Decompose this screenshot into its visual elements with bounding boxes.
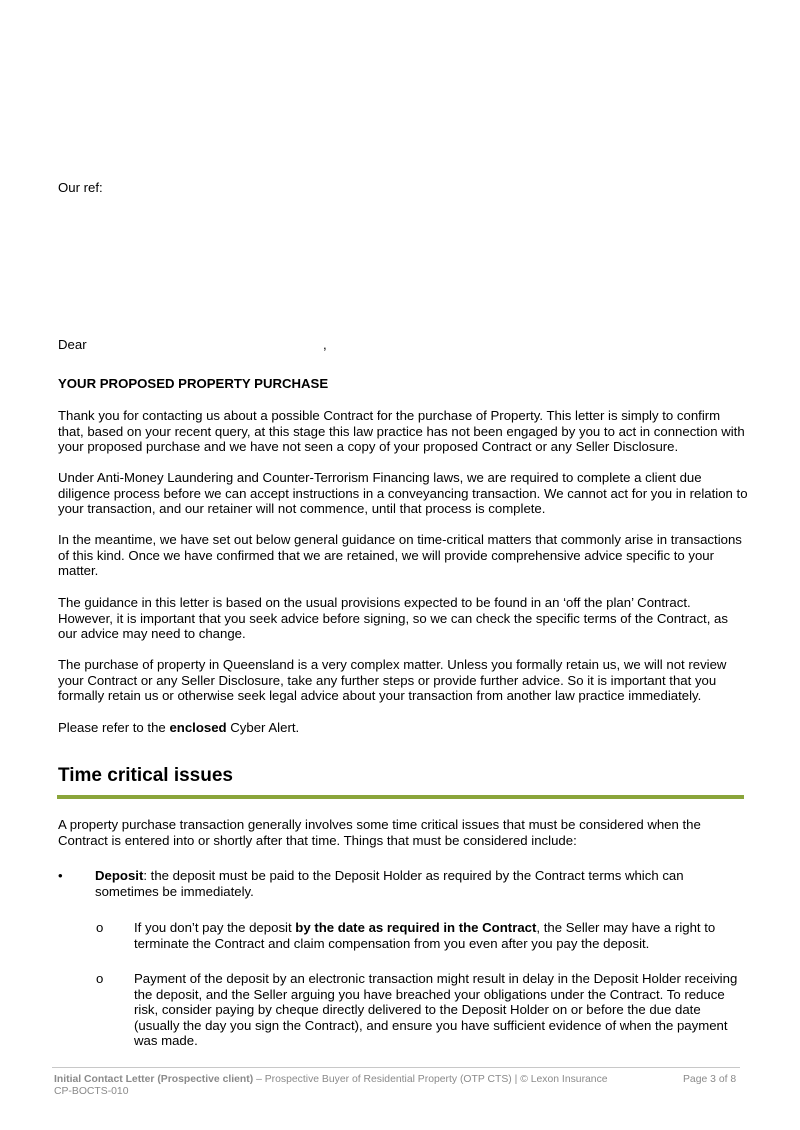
deposit-text: : the deposit must be paid to the Deposit Holder as required by the Contract terms which can sometimes be immediately. (95, 868, 684, 899)
paragraph-engagement: Thank you for contacting us about a possible Contract for the purchase of Property. This letter is simply to confirm that, based on your recent query, at this stage this law practice has not been engaged by you to act in connection with your proposed purchase and we have not seen a copy of your proposed Contract or any Seller Disclosure. (58, 408, 745, 455)
sub1-emphasis: by the date as required in the Contract (295, 920, 537, 935)
cyber-alert-text-start: Please refer to the (58, 720, 170, 735)
letter-subject: YOUR PROPOSED PROPERTY PURCHASE (58, 376, 329, 391)
sub-bullet-marker: o (96, 971, 104, 986)
paragraph-off-the-plan: The guidance in this letter is based on the usual provisions expected to be found in an ‘off the plan’ Contract. However, it is important that you seek advice before signing, so we can check the specific terms of the Contract, as our advice may need to change. (58, 595, 728, 642)
paragraph-queensland: The purchase of property in Queensland is a very complex matter. Unless you formally retain us, we will not review your Contract or any Seller Disclosure, take any further steps or provide further advice. So it is important that you formally retain us or otherwise seek legal advice about your transaction from another law practice immediately. (58, 657, 727, 704)
deposit-label: Deposit (95, 868, 144, 883)
paragraph-guidance: In the meantime, we have set out below general guidance on time-critical matters that commonly arise in transactions of this kind. Once we have confirmed that we are retained, we will provide comprehensive advice specific to your matter. (58, 532, 742, 579)
sub1-text-start: If you don’t pay the deposit (134, 920, 296, 935)
salutation-comma: , (323, 337, 327, 352)
document-code: CP-BOCTS-010 (54, 1086, 129, 1097)
sub1-text-end: , the Seller may have a right to terminate the Contract and claim compensation from you even after you pay the deposit. (134, 920, 716, 951)
page-number: Page 3 of 8 (683, 1074, 737, 1085)
footer-title-rest: – Prospective Buyer of Residential Property (OTP CTS) | © Lexon Insurance (253, 1074, 608, 1085)
section-heading: Time critical issues (58, 765, 233, 786)
paragraph-cyber-alert (58, 720, 748, 736)
footer-title-bold: Initial Contact Letter (Prospective client) (54, 1074, 254, 1085)
footer-divider (52, 1067, 740, 1068)
section-intro: A property purchase transaction generally involves some time critical issues that must be considered when the Contract is entered into or shortly after that time. Things that must be considered include: (58, 817, 701, 848)
deposit-sub-item-electronic: Payment of the deposit by an electronic transaction might result in delay in the Deposit Holder receiving the deposit, and the Seller arguing you have breached your obligations under the Contract. To reduce risk, consider paying by cheque directly delivered to the Deposit Holder on or before the due date (usually the day you sign the Contract), and ensure you have sufficient evidence of when the payment was made. (134, 971, 738, 1049)
footer-title (54, 1074, 608, 1087)
heading-divider (57, 795, 744, 799)
sub-bullet-marker: o (96, 920, 104, 935)
deposit-sub-item-late (134, 920, 744, 951)
our-ref-label: Our ref: (58, 180, 103, 195)
paragraph-aml: Under Anti-Money Laundering and Counter-Terrorism Financing laws, we are required to complete a client due diligence process before we can accept instructions in a conveyancing transaction. We cannot act for you in relation to your transaction, and our retainer will not commence, until that process is complete. (58, 470, 748, 517)
salutation: Dear (58, 337, 87, 352)
bullet-marker: • (58, 868, 63, 883)
cyber-alert-enclosed: enclosed (169, 720, 227, 735)
deposit-item (95, 868, 745, 899)
cyber-alert-text-end: Cyber Alert. (226, 720, 300, 735)
